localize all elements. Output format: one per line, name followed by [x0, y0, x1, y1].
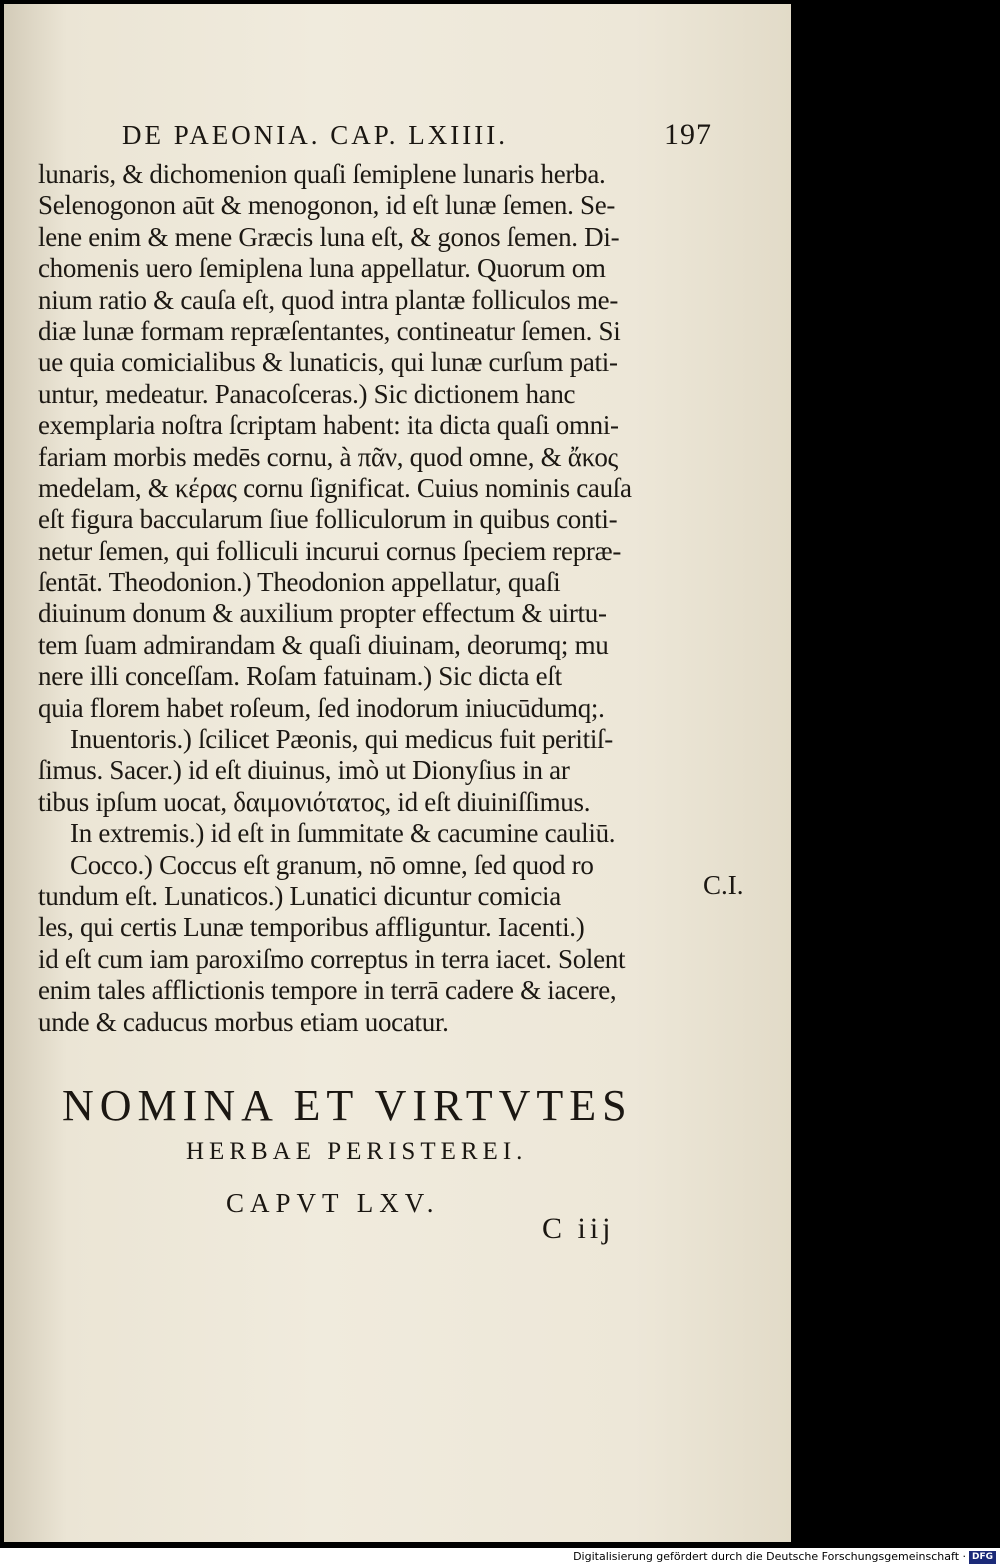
text-line: enim tales afflictionis tempore in terrā cadere & iacere,	[38, 975, 617, 1006]
text-line: fariam morbis medēs cornu, à πᾶν, quod omne, & ἄκος	[38, 441, 618, 472]
text-line: Selenogonon aūt & menogonon, id eſt lunæ ſemen. Se-	[38, 190, 616, 221]
text-line: ſimus. Sacer.) id eſt diuinus, imò ut Dionyſius in ar	[38, 755, 570, 786]
text-line: netur ſemen, qui folliculi incurui cornus ſpeciem repræ-	[38, 535, 622, 566]
text-line: untur, medeatur. Panacoſceras.) Sic dictionem hanc	[38, 378, 576, 409]
funding-credit: Digitalisierung gefördert durch die Deutsche Forschungsgemeinschaft ·	[573, 1550, 966, 1563]
text-line: exemplaria noſtra ſcriptam habent: ita dicta quaſi omni-	[38, 410, 619, 441]
text-line: les, qui certis Lunæ temporibus affliguntur. Iacenti.)	[38, 912, 585, 943]
text-line: nium ratio & cauſa eſt, quod intra plantæ folliculos me-	[38, 284, 619, 315]
text-line: tundum eſt. Lunaticos.) Lunatici dicuntur comicia	[38, 880, 561, 911]
text-line: chomenis uero ſemiplena luna appellatur. Quorum om	[38, 253, 606, 284]
marginal-note: C.I.	[703, 870, 744, 900]
signature-mark: C iij	[542, 1212, 615, 1245]
text-line: unde & caducus morbus etiam uocatur.	[38, 1006, 449, 1037]
footer-bar	[0, 1548, 1000, 1568]
text-line: diæ lunæ formam repræſentantes, contineatur ſemen. Si	[38, 315, 621, 346]
text-line: id eſt cum iam paroxiſmo correptus in terra iacet. Solent	[38, 943, 626, 974]
text-line: tibus ipſum uocat, δαιμονιότατος, id eſt diuiniſſimus.	[38, 786, 591, 817]
text-line: Inuentoris.) ſcilicet Pæonis, qui medicus fuit peritiſ-	[70, 724, 613, 755]
text-line: lunaris, & dichomenion quaſi ſemiplene lunaris herba.	[38, 159, 606, 189]
text-line: quia florem habet roſeum, ſed inodorum iniucūdumq;.	[38, 692, 605, 723]
main-text	[38, 159, 703, 1038]
running-header	[122, 112, 712, 156]
text-line: ſentāt. Theodonion.) Theodonion appellatur, quaſi	[38, 567, 561, 598]
text-line: diuinum donum & auxilium propter effectum & uirtu-	[38, 598, 607, 629]
running-title: DE PAEONIA. CAP. LXIIII.	[122, 120, 508, 150]
dfg-logo: DFG	[969, 1551, 996, 1564]
chapter-heading: NOMINA ET VIRTVTES	[62, 1081, 633, 1130]
page-number: 197	[664, 118, 712, 151]
chapter-number: CAPVT LXV.	[226, 1188, 440, 1218]
text-line: lene enim & mene Græcis luna eſt, & gonos ſemen. Di-	[38, 221, 620, 252]
text-line: In extremis.) id eſt in ſummitate & cacumine cauliū.	[70, 818, 616, 849]
text-line: eſt figura baccularum ſiue folliculorum in quibus conti-	[38, 504, 618, 535]
text-line: tem ſuam admirandam & quaſi diuinam, deorumq; mu	[38, 629, 609, 660]
text-line: ue quia comicialibus & lunaticis, qui lunæ curſum pati-	[38, 347, 618, 378]
text-line: nere illi conceſſam. Roſam fatuinam.) Sic dicta eſt	[38, 661, 562, 692]
chapter-subheading: HERBAE PERISTEREI.	[186, 1138, 528, 1165]
text-line: medelam, & κέρας cornu ſignificat. Cuius nominis cauſa	[38, 472, 632, 503]
text-line: Cocco.) Coccus eſt granum, nō omne, ſed quod ro	[70, 849, 594, 880]
